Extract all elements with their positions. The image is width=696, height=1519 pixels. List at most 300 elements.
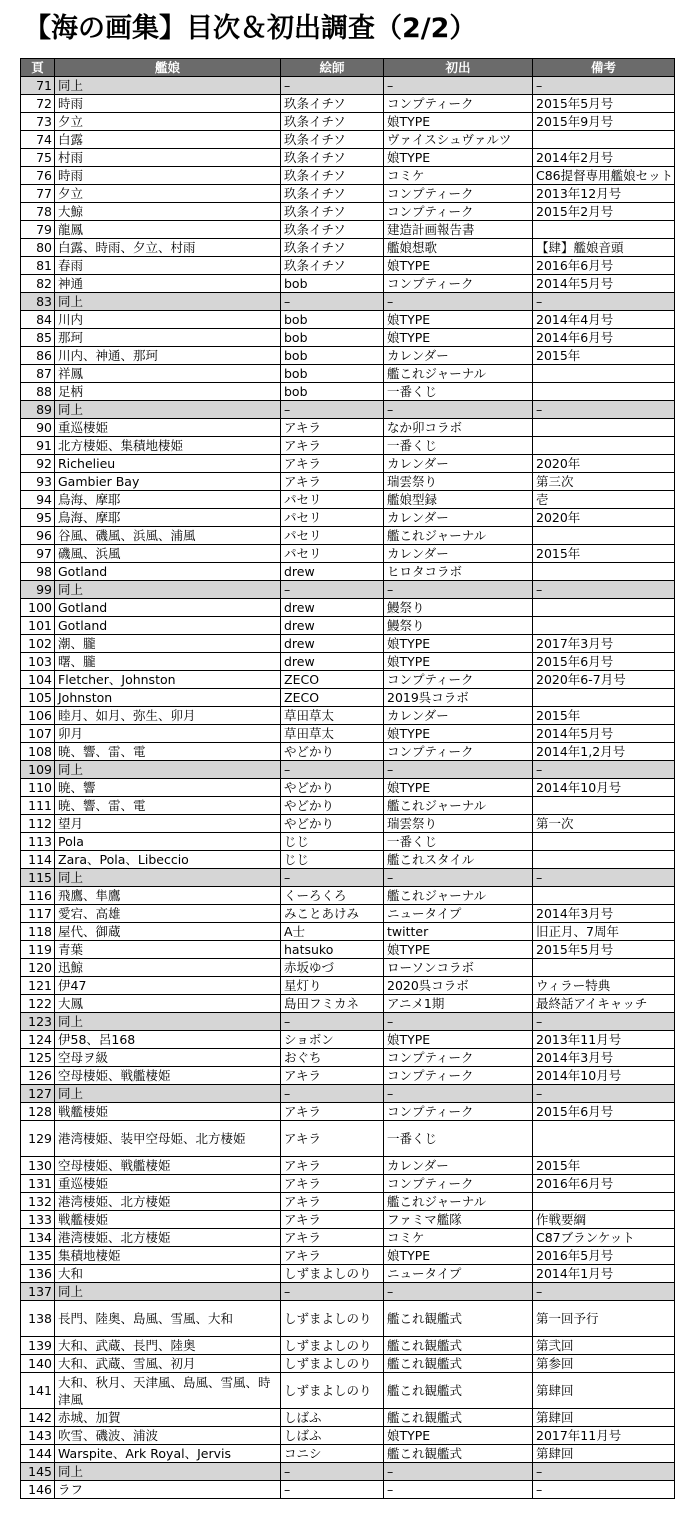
cell-ship: 那珂 [55,329,281,347]
page-title: 【海の画集】目次＆初出調査（2/2） [24,13,477,44]
cell-page: 143 [21,1427,55,1445]
cell-ship: 同上 [55,581,281,599]
cell-ship: 北方棲姫、集積地棲姫 [55,437,281,455]
cell-note: 2015年5月号 [533,941,675,959]
table-row [21,293,675,311]
cell-ship: 祥鳳 [55,365,281,383]
cell-note: 2013年12月号 [533,185,675,203]
cell-source: コンプティーク [384,1049,533,1067]
cell-artist: drew [281,653,384,671]
cell-artist: – [281,1085,384,1103]
cell-ship: 赤城、加賀 [55,1409,281,1427]
cell-source: 艦これジャーナル [384,1193,533,1211]
cell-artist: ZECO [281,671,384,689]
cell-ship: 時雨 [55,95,281,113]
cell-source: 艦これ観艦式 [384,1373,533,1409]
cell-source: 艦これジャーナル [384,365,533,383]
cell-artist: 草田草太 [281,707,384,725]
cell-page: 106 [21,707,55,725]
cell-note: 第弐回 [533,1337,675,1355]
cell-artist: drew [281,563,384,581]
cell-source: 娘TYPE [384,149,533,167]
table-row [21,473,675,491]
table-row [21,779,675,797]
cell-note: 2015年 [533,545,675,563]
cell-source: 娘TYPE [384,113,533,131]
cell-source: カレンダー [384,509,533,527]
table-row [21,311,675,329]
cell-note: 2014年5月号 [533,725,675,743]
cell-page: 97 [21,545,55,563]
cell-source: コンプティーク [384,275,533,293]
cell-source: 娘TYPE [384,941,533,959]
cell-page: 146 [21,1481,55,1499]
cell-artist: おぐち [281,1049,384,1067]
cell-note: 2013年11月号 [533,1031,675,1049]
cell-page: 80 [21,239,55,257]
cell-page: 127 [21,1085,55,1103]
cell-ship: 川内 [55,311,281,329]
cell-artist: 玖条イチソ [281,113,384,131]
cell-ship: 川内、神通、那珂 [55,347,281,365]
cell-source: 艦これスタイル [384,851,533,869]
cell-note: 2016年6月号 [533,257,675,275]
cell-note: 2015年 [533,347,675,365]
cell-artist: ショボン [281,1031,384,1049]
cell-source: 娘TYPE [384,257,533,275]
cell-note: 壱 [533,491,675,509]
cell-note: – [533,1013,675,1031]
table-row [21,1427,675,1445]
cell-source: ヒロタコラボ [384,563,533,581]
table-row [21,437,675,455]
table-row [21,257,675,275]
cell-page: 83 [21,293,55,311]
cell-note: – [533,1283,675,1301]
table-row [21,851,675,869]
table-row [21,545,675,563]
cell-source: 瑞雲祭り [384,473,533,491]
cell-ship: 同上 [55,77,281,95]
cell-note: 第肆回 [533,1445,675,1463]
cell-note: – [533,1085,675,1103]
cell-ship: 同上 [55,1013,281,1031]
cell-artist: パセリ [281,527,384,545]
cell-ship: 同上 [55,761,281,779]
cell-ship: 吹雪、磯波、浦波 [55,1427,281,1445]
table-body [21,77,675,1499]
cell-ship: 同上 [55,1283,281,1301]
cell-page: 142 [21,1409,55,1427]
cell-ship: 夕立 [55,113,281,131]
table-row [21,1193,675,1211]
cell-artist: アキラ [281,1229,384,1247]
cell-artist: やどかり [281,779,384,797]
cell-ship: 港湾棲姫、北方棲姫 [55,1193,281,1211]
table-row [21,797,675,815]
table-row [21,959,675,977]
cell-ship: 春雨 [55,257,281,275]
cell-note [533,221,675,239]
cell-artist: – [281,1481,384,1499]
cell-source: カレンダー [384,707,533,725]
table-row [21,1445,675,1463]
cell-ship: 磯風、浜風 [55,545,281,563]
cell-note: 2014年10月号 [533,779,675,797]
cell-page: 128 [21,1103,55,1121]
cell-artist: 島田フミカネ [281,995,384,1013]
cell-artist: 玖条イチソ [281,131,384,149]
cell-note: 第参回 [533,1355,675,1373]
cell-page: 98 [21,563,55,581]
cell-artist: アキラ [281,1157,384,1175]
cell-source: 艦これジャーナル [384,887,533,905]
cell-page: 117 [21,905,55,923]
cell-page: 116 [21,887,55,905]
cell-ship: Pola [55,833,281,851]
table-row [21,941,675,959]
cell-ship: 睦月、如月、弥生、卯月 [55,707,281,725]
table-row [21,815,675,833]
table-row [21,1247,675,1265]
table-row [21,1211,675,1229]
cell-source: カレンダー [384,455,533,473]
cell-note [533,383,675,401]
cell-note: – [533,1481,675,1499]
cell-source: – [384,869,533,887]
cell-artist: bob [281,329,384,347]
cell-artist: 玖条イチソ [281,149,384,167]
cell-ship: 鳥海、摩耶 [55,509,281,527]
cell-page: 88 [21,383,55,401]
table-row [21,347,675,365]
cell-page: 135 [21,1247,55,1265]
cell-note: 2015年9月号 [533,113,675,131]
cell-artist: bob [281,347,384,365]
cell-artist: アキラ [281,1121,384,1157]
cell-artist: bob [281,383,384,401]
cell-source: アニメ1期 [384,995,533,1013]
cell-page: 71 [21,77,55,95]
table-row [21,1175,675,1193]
table-row [21,869,675,887]
cell-note [533,851,675,869]
cell-ship: Richelieu [55,455,281,473]
cell-note: 2015年6月号 [533,1103,675,1121]
cell-source: コンプティーク [384,95,533,113]
cell-artist: アキラ [281,473,384,491]
cell-ship: 戦艦棲姫 [55,1211,281,1229]
cell-ship: 大鳳 [55,995,281,1013]
table-row [21,599,675,617]
cell-note: 第一回予行 [533,1301,675,1337]
cell-note: 2017年11月号 [533,1427,675,1445]
cell-ship: 白露 [55,131,281,149]
table-row [21,563,675,581]
cell-note: 2015年6月号 [533,653,675,671]
table-row [21,1481,675,1499]
cell-page: 132 [21,1193,55,1211]
cell-page: 108 [21,743,55,761]
cell-source: 艦これジャーナル [384,797,533,815]
cell-ship: 重巡棲姫 [55,1175,281,1193]
cell-note: 2014年4月号 [533,311,675,329]
table-row [21,635,675,653]
cell-source: twitter [384,923,533,941]
cell-page: 78 [21,203,55,221]
table-row [21,455,675,473]
cell-source: 一番くじ [384,437,533,455]
table-row [21,401,675,419]
table-row [21,113,675,131]
cell-note: 2015年5月号 [533,95,675,113]
cell-source: コンプティーク [384,1175,533,1193]
cell-artist: アキラ [281,1193,384,1211]
cell-artist: やどかり [281,815,384,833]
cell-note [533,797,675,815]
header-row [21,59,675,77]
cell-note: 作戦要綱 [533,1211,675,1229]
cell-source: – [384,761,533,779]
cell-artist: しずまよしのり [281,1301,384,1337]
cell-note [533,833,675,851]
cell-source: 娘TYPE [384,1031,533,1049]
cell-artist: 草田草太 [281,725,384,743]
cell-ship: Fletcher、Johnston [55,671,281,689]
table-row [21,653,675,671]
cell-ship: Gambier Bay [55,473,281,491]
cell-note: 2020年 [533,455,675,473]
table-row [21,275,675,293]
cell-page: 125 [21,1049,55,1067]
cell-ship: ラフ [55,1481,281,1499]
table-row [21,1283,675,1301]
cell-artist: アキラ [281,419,384,437]
cell-ship: 鳥海、摩耶 [55,491,281,509]
cell-page: 138 [21,1301,55,1337]
cell-page: 76 [21,167,55,185]
cell-ship: 同上 [55,869,281,887]
cell-source: カレンダー [384,1157,533,1175]
cell-note [533,887,675,905]
cell-note: 第一次 [533,815,675,833]
header-ship: 艦娘 [55,59,281,77]
cell-source: 一番くじ [384,1121,533,1157]
cell-source: ヴァイスシュヴァルツ [384,131,533,149]
cell-note: 2014年3月号 [533,905,675,923]
table-row [21,995,675,1013]
cell-note [533,527,675,545]
cell-page: 79 [21,221,55,239]
cell-page: 72 [21,95,55,113]
cell-page: 73 [21,113,55,131]
cell-source: 艦娘型録 [384,491,533,509]
table-row [21,1013,675,1031]
table-row [21,581,675,599]
table-row [21,707,675,725]
cell-note [533,1193,675,1211]
table-row [21,671,675,689]
header-source: 初出 [384,59,533,77]
cell-page: 77 [21,185,55,203]
cell-note: 最終話アイキャッチ [533,995,675,1013]
cell-note: – [533,761,675,779]
cell-page: 96 [21,527,55,545]
table-row [21,185,675,203]
cell-page: 82 [21,275,55,293]
cell-source: ニュータイプ [384,1265,533,1283]
cell-source: 一番くじ [384,383,533,401]
cell-source: – [384,1283,533,1301]
cell-artist: 玖条イチソ [281,257,384,275]
cell-page: 115 [21,869,55,887]
cell-page: 109 [21,761,55,779]
cell-note: C87ブランケット [533,1229,675,1247]
cell-note: – [533,401,675,419]
cell-page: 74 [21,131,55,149]
cell-artist: – [281,401,384,419]
table-row [21,887,675,905]
table-row [21,95,675,113]
cell-page: 90 [21,419,55,437]
cell-note: 2014年1月号 [533,1265,675,1283]
table-row [21,1373,675,1409]
cell-source: 娘TYPE [384,1427,533,1445]
cell-page: 129 [21,1121,55,1157]
cell-artist: コニシ [281,1445,384,1463]
table-row [21,1355,675,1373]
cell-source: 鰻祭り [384,617,533,635]
cell-artist: みことあけみ [281,905,384,923]
cell-ship: 飛鷹、隼鷹 [55,887,281,905]
cell-source: 2020呉コラボ [384,977,533,995]
cell-artist: drew [281,617,384,635]
cell-ship: 港湾棲姫、北方棲姫 [55,1229,281,1247]
cell-artist: – [281,1283,384,1301]
cell-source: なか卯コラボ [384,419,533,437]
cell-source: 娘TYPE [384,725,533,743]
cell-ship: 同上 [55,1085,281,1103]
cell-artist: 玖条イチソ [281,95,384,113]
table-row [21,725,675,743]
table-row [21,1031,675,1049]
cell-note: – [533,77,675,95]
cell-ship: 戦艦棲姫 [55,1103,281,1121]
cell-artist: くーろくろ [281,887,384,905]
cell-ship: 潮、朧 [55,635,281,653]
cell-artist: しずまよしのり [281,1373,384,1409]
cell-source: 艦これ観艦式 [384,1301,533,1337]
cell-ship: 青葉 [55,941,281,959]
cell-ship: 白露、時雨、夕立、村雨 [55,239,281,257]
cell-ship: Gotland [55,599,281,617]
cell-page: 91 [21,437,55,455]
cell-source: 娘TYPE [384,311,533,329]
cell-artist: 玖条イチソ [281,221,384,239]
cell-note: 2014年2月号 [533,149,675,167]
cell-page: 119 [21,941,55,959]
cell-source: 瑞雲祭り [384,815,533,833]
cell-page: 75 [21,149,55,167]
cell-artist: 玖条イチソ [281,203,384,221]
cell-source: ローソンコラボ [384,959,533,977]
cell-artist: じじ [281,851,384,869]
cell-note: – [533,293,675,311]
cell-source: – [384,1085,533,1103]
cell-artist: – [281,293,384,311]
cell-page: 140 [21,1355,55,1373]
cell-page: 134 [21,1229,55,1247]
cell-page: 118 [21,923,55,941]
cell-source: – [384,1013,533,1031]
cell-page: 99 [21,581,55,599]
cell-ship: 足柄 [55,383,281,401]
table-row [21,761,675,779]
table-row [21,1229,675,1247]
cell-ship: 望月 [55,815,281,833]
cell-note: 2014年10月号 [533,1067,675,1085]
cell-page: 144 [21,1445,55,1463]
cell-page: 94 [21,491,55,509]
table-row [21,239,675,257]
cell-source: 艦娘想歌 [384,239,533,257]
cell-artist: しずまよしのり [281,1355,384,1373]
cell-page: 102 [21,635,55,653]
cell-note: ウィラー特典 [533,977,675,995]
table-row [21,1157,675,1175]
cell-page: 93 [21,473,55,491]
cell-source: コンプティーク [384,671,533,689]
cell-source: コンプティーク [384,1103,533,1121]
cell-page: 95 [21,509,55,527]
table-row [21,1301,675,1337]
cell-artist: じじ [281,833,384,851]
table-row [21,689,675,707]
cell-artist: しずまよしのり [281,1265,384,1283]
cell-page: 110 [21,779,55,797]
cell-source: 艦これ観艦式 [384,1445,533,1463]
cell-page: 81 [21,257,55,275]
table-row [21,1463,675,1481]
cell-note: 2016年6月号 [533,1175,675,1193]
table-row [21,1049,675,1067]
cell-source: – [384,293,533,311]
cell-ship: 夕立 [55,185,281,203]
cell-note: 2016年5月号 [533,1247,675,1265]
cell-artist: アキラ [281,437,384,455]
table-row [21,1337,675,1355]
cell-page: 120 [21,959,55,977]
cell-ship: 時雨 [55,167,281,185]
cell-page: 123 [21,1013,55,1031]
cell-source: 一番くじ [384,833,533,851]
cell-page: 136 [21,1265,55,1283]
cell-artist: 星灯り [281,977,384,995]
cell-page: 89 [21,401,55,419]
cell-source: – [384,581,533,599]
cell-page: 112 [21,815,55,833]
table-row [21,131,675,149]
cell-source: – [384,1481,533,1499]
cell-note [533,689,675,707]
cell-page: 103 [21,653,55,671]
cell-page: 107 [21,725,55,743]
cell-source: ニュータイプ [384,905,533,923]
cell-ship: 愛宕、高雄 [55,905,281,923]
cell-ship: 伊58、呂168 [55,1031,281,1049]
cell-ship: 重巡棲姫 [55,419,281,437]
cell-note: 2015年 [533,1157,675,1175]
